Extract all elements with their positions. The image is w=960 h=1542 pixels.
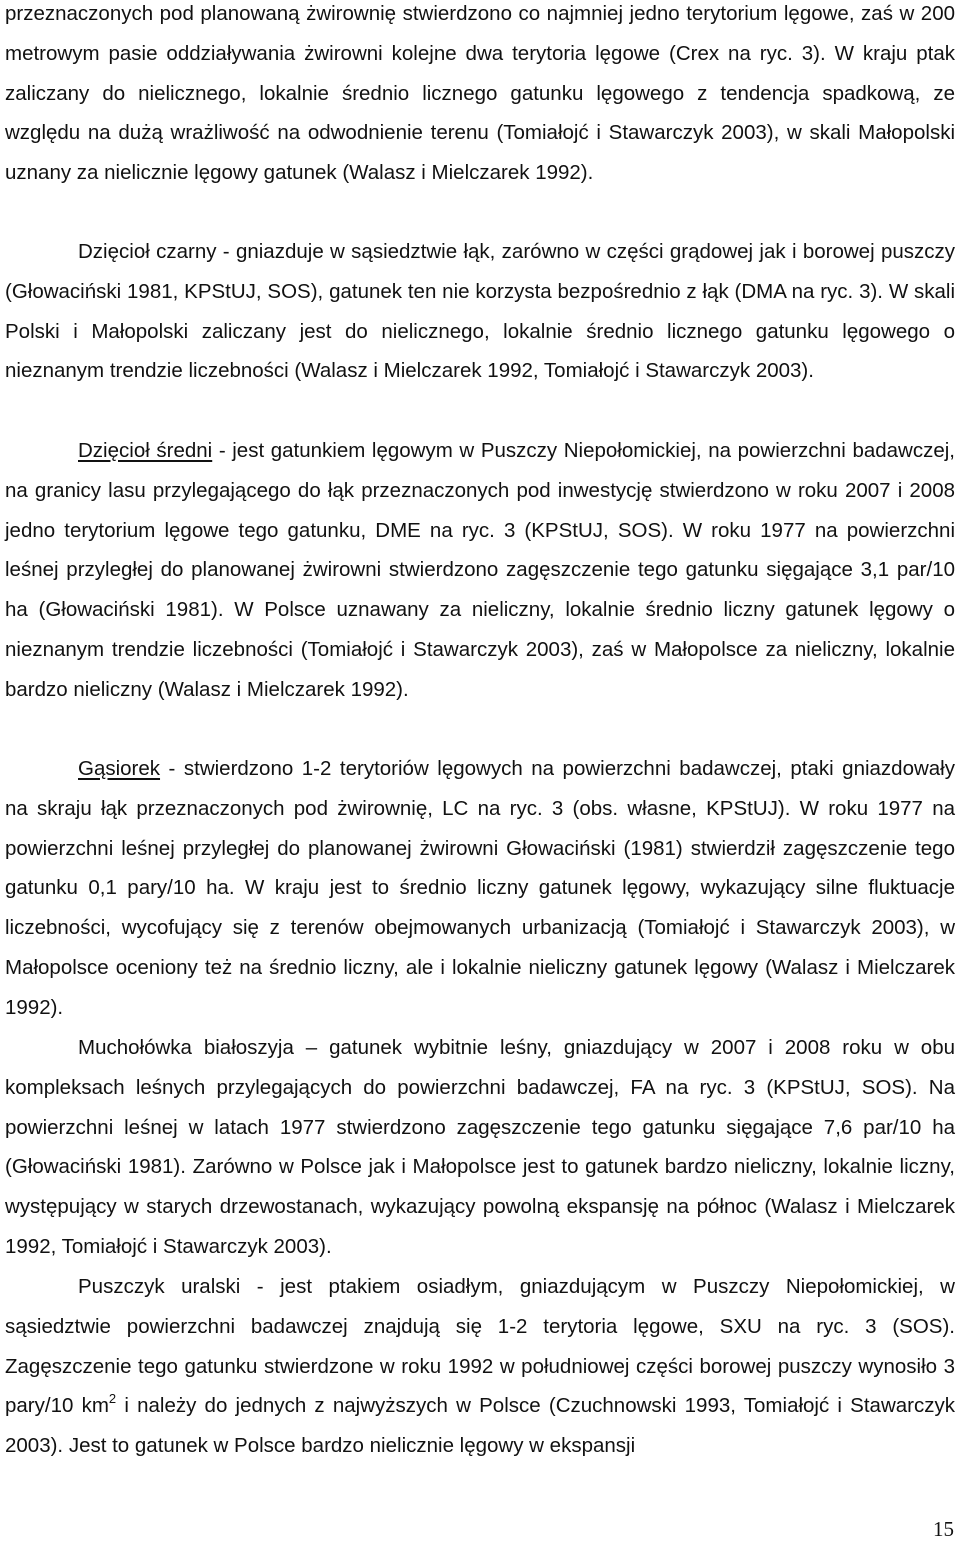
- paragraph-puszczyk-body-end: i należy do jednych z najwyższych w Polsce (Czuchnowski 1993, Tomiałojć i Stawarczyk 2003). Jest to gatunek w Polsce bardzo nielicznie lęgowy w ekspansji: [5, 1394, 955, 1458]
- species-name-dzieciol-sredni: Dzięcioł średni: [78, 439, 213, 462]
- paragraph-crex: przeznaczonych pod planowaną żwirownię stwierdzono co najmniej jedno terytorium lęgowe, zaś w 200 metrowym pasie oddziaływania żwirowni kolejne dwa terytoria lęgowe (Crex na ryc. 3). W kraju ptak zaliczany do nielicznego, lokalnie średnio licznego gatunku lęgowego z tendencja spadkową, ze względu na dużą wrażliwość na odwodnienie terenu (Tomiałojć i Stawarczyk 2003), w skali Małopolski uznany za nielicznie lęgowy gatunek (Walasz i Mielczarek 1992).: [5, 2, 955, 185]
- paragraph-mucholowka: Muchołówka białoszyja – gatunek wybitnie leśny, gniazdujący w 2007 i 2008 roku w obu kompleksach leśnych przylegających do powierzchni badawczej, FA na ryc. 3 (KPStUJ, SOS). Na powierzchni leśnej w latach 1977 stwierdzono zagęszczenie tego gatunku sięgające 7,6 par/10 ha (Głowaciński 1981). Zarówno w Polsce jak i Małopolsce jest to gatunek bardzo nieliczny, lokalnie liczny, występujący w starych drzewostanach, wykazujący powolną ekspansję na północ (Walasz i Mielczarek 1992, Tomiałojć i Stawarczyk 2003).: [5, 1036, 955, 1258]
- paragraph-dzieciol-sredni-body: - jest gatunkiem lęgowym w Puszczy Niepołomickiej, na powierzchni badawczej, na granicy lasu przylegającego do łąk przeznaczonych pod inwestycję stwierdzono w roku 2007 i 2008 jedno terytorium lęgowe tego gatunku, DME na ryc. 3 (KPStUJ, SOS). W roku 1977 na powierzchni leśnej przyległej do planowanej żwirowni stwierdzono zagęszczenie tego gatunku sięgające 3,1 par/10 ha (Głowaciński 1981). W Polsce uznawany za nieliczny, lokalnie średnio liczny gatunek lęgowy o nieznanym trendzie liczebności (Tomiałojć i Stawarczyk 2003), zaś w Małopolsce za nieliczny, lokalnie bardzo nieliczny (Walasz i Mielczarek 1992).: [5, 439, 955, 701]
- page-number: 15: [933, 1517, 954, 1541]
- species-name-gasiorek: Gąsiorek: [78, 757, 161, 780]
- superscript-two: 2: [108, 1391, 117, 1407]
- paragraph-puszczyk-uralski: [5, 1267, 955, 1466]
- paragraph-dzieciol-sredni: [5, 431, 955, 710]
- paragraph-dzieciol-czarny: Dzięcioł czarny - gniazduje w sąsiedztwie łąk, zarówno w części grądowej jak i borowej puszczy (Głowaciński 1981, KPStUJ, SOS), gatunek ten nie korzysta bezpośrednio z łąk (DMA na ryc. 3). W skali Polski i Małopolski zaliczany jest do nielicznego, lokalnie średnio licznego gatunku lęgowego o nieznanym trendzie liczebności (Walasz i Mielczarek 1992, Tomiałojć i Stawarczyk 2003).: [5, 240, 955, 383]
- paragraph-gasiorek: [5, 749, 955, 1028]
- paragraph-gasiorek-body: - stwierdzono 1-2 terytoriów lęgowych na powierzchni badawczej, ptaki gniazdowały na skraju łąk przeznaczonych pod żwirownię, LC na ryc. 3 (obs. własne, KPStUJ). W roku 1977 na powierzchni leśnej przyległej do planowanej żwirowni Głowaciński (1981) stwierdził zagęszczenie tego gatunku 0,1 pary/10 ha. W kraju jest to średnio liczny gatunek lęgowy, wykazujący silne fluktuacje liczebności, wycofujący się z terenów obejmowanych urbanizacją (Tomiałojć i Stawarczyk 2003), w Małopolsce oceniony też na średnio liczny, ale i lokalnie nieliczny gatunek lęgowy (Walasz i Mielczarek 1992).: [5, 757, 955, 1019]
- paragraph-puszczyk-body-start: Puszczyk uralski - jest ptakiem osiadłym, gniazdującym w Puszczy Niepołomickiej, w sąsiedztwie powierzchni badawczej znajdują się 1-2 terytoria lęgowe, SXU na ryc. 3 (SOS). Zagęszczenie tego gatunku stwierdzone w roku 1992 w południowej części borowej puszczy wynosiło 3 pary/10 km: [5, 1275, 955, 1418]
